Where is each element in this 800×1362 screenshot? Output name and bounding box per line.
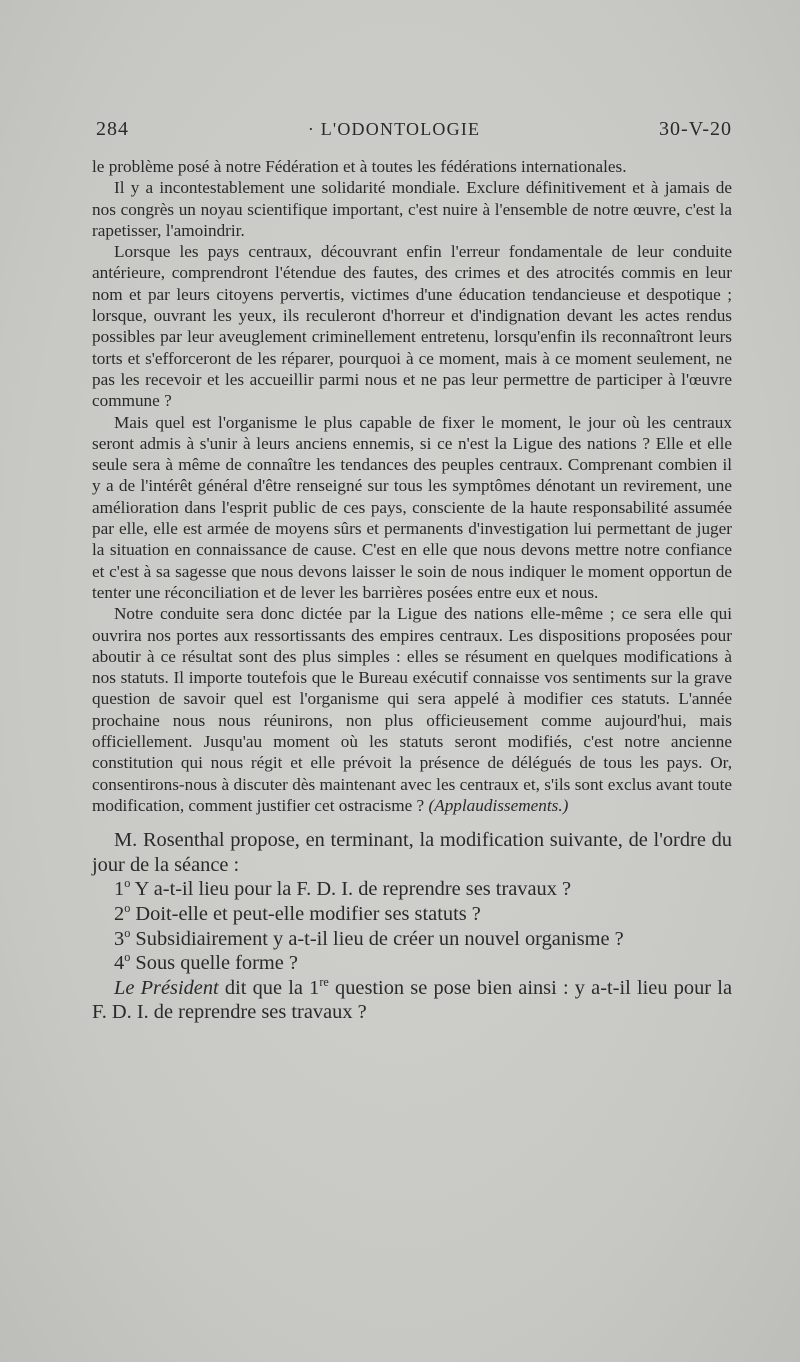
paragraph: Lorsque les pays centraux, découvrant enfin l'erreur fondamentale de leur conduite antérieure, comprendront l'étendue des fautes, des crimes et des atrocités commis en leur nom et par leurs citoyens pervertis, victimes d'une éducation tendancieuse et despotique ; lorsque, ouvrant les yeux, ils reculeront d'horreur et d'indignation devant les actes rendus possibles par leur aveuglement criminellement entretenu, lorsqu'enfin ils reconnaîtront leurs torts et s'efforceront de les réparer, pourquoi à ce moment, mais à ce moment seulement, ne pas les recevoir et les accueillir parmi nous et ne pas leur permettre de participer à l'œuvre commune ? (92, 242, 732, 411)
paragraph (92, 603, 732, 816)
paragraph: Il y a incontestablement une solidarité mondiale. Exclure définitivement et à jamais de nos congrès un noyau scientifique important, c'est nuire à l'ensemble de notre œuvre, c'est la rapetisser, l'amoindrir. (92, 178, 732, 240)
running-head (96, 118, 732, 148)
paragraph: le problème posé à notre Fédération et à toutes les fédérations internationales. (92, 157, 627, 176)
issue-date: 30-V-20 (659, 118, 732, 140)
agenda-item: 1$^o$ Y a-t-il lieu pour la F. D. I. de reprendre ses travaux ? (114, 876, 572, 901)
proposal-intro: M. Rosenthal propose, en terminant, la modification suivante, de l'ordre du jour de la séance : (92, 829, 732, 876)
document-page (92, 118, 732, 1025)
agenda-item: 4$^o$ Sous quelle forme ? (114, 950, 298, 975)
journal-title: · L'ODONTOLOGIE (307, 119, 481, 139)
president-remark: Le Président dit que la 1re question se pose bien ainsi : y a-t-il lieu pour la F. D. I. de reprendre ses travaux ? (92, 974, 732, 1024)
agenda-item: 2$^o$ Doit-elle et peut-elle modifier ses statuts ? (114, 901, 481, 925)
minutes-text (92, 828, 732, 1025)
speaker-name: Le Président (114, 976, 219, 999)
applause-note: (Applaudissements.) (428, 795, 569, 815)
agenda-item: 3$^o$ Subsidiairement y a-t-il lieu de créer un nouvel organisme ? (114, 925, 624, 950)
paragraph: Mais quel est l'organisme le plus capable de fixer le moment, le jour où les centraux seront admis à s'unir à leurs anciens ennemis, si ce n'est la Ligue des nations ? Elle et elle seule sera à même de connaître les tendances des peuples centraux. Comprenant combien il y a de l'intérêt général d'être renseigné sur tous les symptômes dénotant un revirement, une amélioration dans l'esprit public de ces pays, consciente de la haute responsabilité assumée par elle, elle est armée de moyens sûrs et permanents d'investigation lui permettant de juger la situation en connaissance de cause. C'est en elle que nous devons mettre notre confiance et c'est à sa sagesse que nous devons laisser le soin de nous indiquer le moment opportun de tenter une réconciliation et de lever les barrières posées entre eux et nous. (92, 412, 732, 602)
page-number: 284 (96, 118, 129, 140)
paragraph-text: Notre conduite sera donc dictée par la Ligue des nations elle-même ; ce sera elle qui ouvrira nos portes aux ressortissants des empires centraux. Les dispositions proposées pour aboutir à ce résultat sont des plus simples : elles se résument en quelques modifications à nos statuts. Il importe toutefois que le Bureau exécutif connaisse vos sentiments sur la grave question de savoir quel est l'organisme qui sera appelé à modifier ces statuts. L'année prochaine nous nous réunirons, non plus officieusement comme aujourd'hui, mais officiellement. Jusqu'au moment où les statuts seront modifiés, c'est notre ancienne constitution qui nous régit et elle prévoit la présence de délégués de tous les pays. Or, consentirons-nous à discuter dès maintenant avec les centraux et, s'ils sont exclus avant toute modification, comment justifier cet ostracisme ? (92, 604, 732, 815)
speech-text (92, 156, 732, 816)
